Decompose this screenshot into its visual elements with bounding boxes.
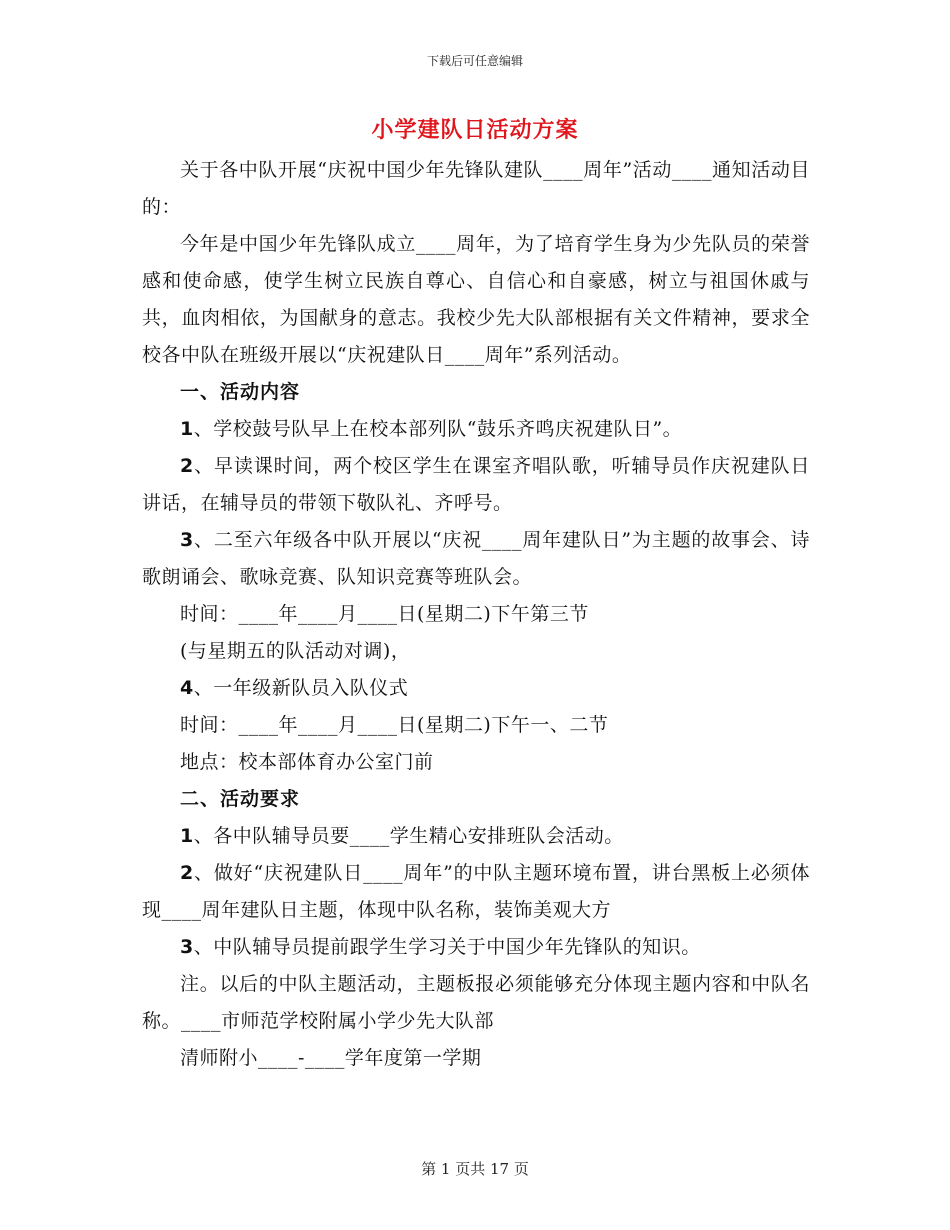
item-number: 2	[180, 455, 194, 477]
note-paragraph: 注。以后的中队主题活动，主题板报必须能够充分体现主题内容和中队名称。____市师范学校附属小学少先大队部	[142, 973, 810, 1032]
document-body	[142, 152, 810, 1077]
requirement-item-1	[142, 818, 810, 855]
item-text: 、各中队辅导员要____学生精心安排班队会活动。	[193, 825, 624, 847]
item-text: 、一年级新队员入队仪式	[193, 677, 409, 699]
item-text: 、中队辅导员提前跟学生学习关于中国少年先锋队的知识。	[193, 936, 701, 958]
time-line-1: 时间：____年____月____日(星期二)下午第三节	[180, 603, 589, 625]
requirement-item-2	[142, 855, 810, 929]
time-line-2: 时间：____年____月____日(星期二)下午一、二节	[180, 714, 609, 736]
content-item-3	[142, 522, 810, 596]
item-number: 1	[180, 825, 194, 847]
place-line: 地点：校本部体育办公室门前	[180, 751, 434, 773]
header-note: 下载后可任意编辑	[426, 54, 523, 68]
content-item-4	[142, 670, 810, 707]
item-text: 、二至六年级各中队开展以“庆祝____周年建队日”为主题的故事会、诗歌朗诵会、歌咏竞赛、队知识竞赛等班队会。	[142, 529, 810, 588]
item-number: 3	[180, 529, 194, 551]
content-item-2	[142, 448, 810, 522]
section-heading-requirements: 二、活动要求	[180, 788, 301, 810]
item-number: 4	[180, 677, 194, 699]
item-text: 、学校鼓号队早上在校本部列队“鼓乐齐鸣庆祝建队日”。	[193, 418, 683, 440]
intro-paragraph: 关于各中队开展“庆祝中国少年先锋队建队____周年”活动____通知活动目的：	[142, 159, 810, 218]
purpose-paragraph: 今年是中国少年先锋队成立____周年，为了培育学生身为少先队员的荣誉感和使命感，使学生树立民族自尊心、自信心和自豪感，树立与祖国休戚与共，血肉相依，为国献身的意志。我校少先大队部根据有关文件精神，要求全校各中队在班级开展以“庆祝建队日____周年”系列活动。	[142, 233, 810, 366]
content-item-1	[142, 411, 810, 448]
section-heading-content: 一、活动内容	[180, 381, 301, 403]
requirement-item-3	[142, 929, 810, 966]
page-number: 第 1 页共 17 页	[421, 1160, 529, 1178]
item-number: 2	[180, 862, 194, 884]
item-text: 、做好“庆祝建队日____周年”的中队主题环境布置，讲台黑板上必须体现____周年建队日主题，体现中队名称，装饰美观大方	[142, 862, 810, 921]
document-title: 小学建队日活动方案	[371, 117, 579, 143]
item-text: 、早读课时间，两个校区学生在课室齐唱队歌，听辅导员作庆祝建队日讲话，在辅导员的带领下敬队礼、齐呼号。	[142, 455, 810, 514]
item-number: 1	[180, 418, 194, 440]
item-number: 3	[180, 936, 194, 958]
signoff-line: 清师附小____-____学年度第一学期	[180, 1047, 482, 1069]
time-note: (与星期五的队活动对调)，	[180, 640, 411, 662]
